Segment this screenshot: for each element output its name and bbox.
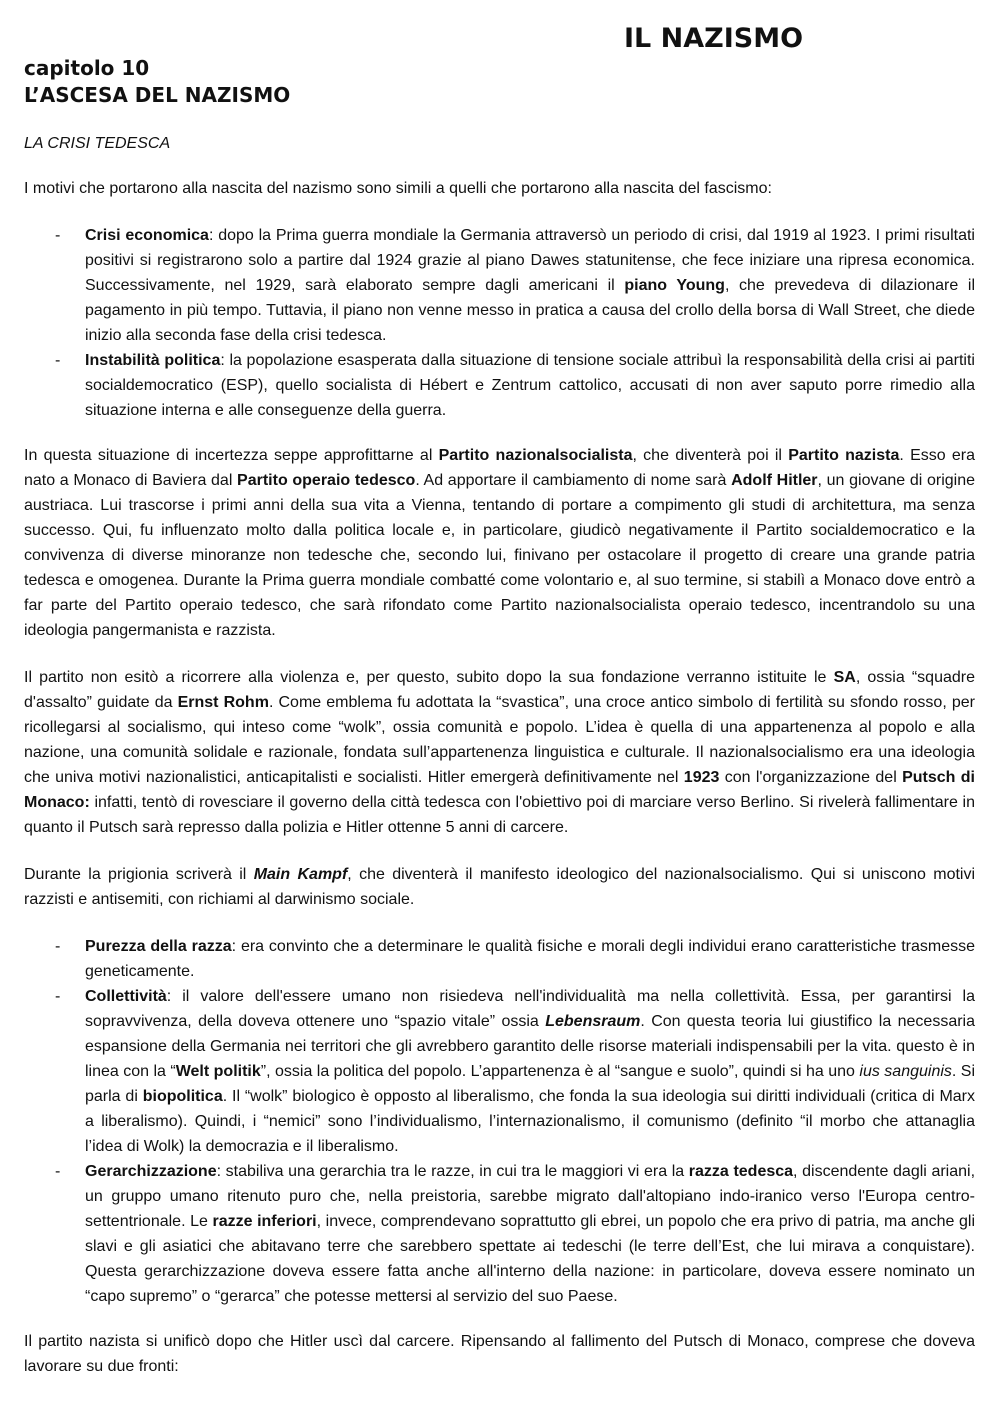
- item-text: : era convinto che a determinare le qualità fisiche e morali degli individui erano caratteristiche trasmesse geneticamente.: [85, 938, 975, 980]
- term-label: Collettività: [85, 988, 167, 1005]
- emphasis: razza tedesca: [688, 1163, 794, 1180]
- causes-list: [24, 223, 975, 423]
- list-item-political-instability: [24, 348, 975, 423]
- term-label: Gerarchizzazione: [85, 1163, 217, 1180]
- emphasis: Partito operaio tedesco: [237, 472, 416, 489]
- section-title: LA CRISI TEDESCA: [24, 135, 171, 152]
- paragraph-nazi-party: In questa situazione di incertezza seppe approfittarne al Partito nazionalsocialista, che diventerà poi il Partito nazista. Esso era nato a Monaco di Baviera dal Partito operaio tedesco. Ad apportare il cambiamento di nome sarà Adolf Hitler, un giovane di origine austriaca. Lui trascorse i primi anni della sua vita a Vienna, tentando di portare a compimento gli studi di architettura, ma senza successo. Qui, fu influenzato molto dalla politica locale e, in particolare, giudicò negativamente il Partito socialdemocratico e la convivenza di diverse minoranze non tedesche che, secondo lui, finivano per ostacolare il progetto di creare una grande patria tedesca e omogenea. Durante la Prima guerra mondiale combatté come volontario e, al suo termine, si stabilì a Monaco dove entrò a far parte del Partito operaio tedesco, che sarà rifondato come Partito nazionalsocialista operaio tedesco, incentrandolo su una ideologia pangermanista e razzista.: [24, 447, 976, 639]
- emphasis: piano Young: [624, 277, 725, 294]
- book-title: Main Kampf: [253, 866, 348, 883]
- term-label: Purezza della razza: [85, 938, 232, 955]
- emphasis: Welt politik: [175, 1063, 261, 1080]
- item-text: , che prevedeva di dilazionare il pagamento in più tempo. Tuttavia, il piano non venne messo in pratica a causa del crollo della borsa di Wall Street, che diede inizio alla seconda fase della crisi tedesca.: [85, 277, 976, 344]
- term-label: Crisi economica: [85, 227, 209, 244]
- intro-paragraph: I motivi che portarono alla nascita del nazismo sono simili a quelli che portarono alla nascita del fascismo:: [24, 180, 772, 197]
- emphasis: 1923: [683, 769, 720, 786]
- list-item-hierarchy: - Gerarchizzazione: stabiliva una gerarchia tra le razze, in cui tra le maggiori vi era la razza tedesca, discendente dagli ariani, un gruppo umano ritenuto puro che, nella preistoria, sarebbe migrato dall'altopiano indo-iranico verso l'Europa centro-settentrionale. Le razze inferiori, invece, comprendevano soprattutto gli ebrei, un popolo che era privo di patria, ma anche gli slavi e gli asiatici che abitavano terre che sarebbero spettate ai tedeschi (le terre dell’Est, che lui mirava a conquistare). Questa gerarchizzazione doveva essere fatta anche all'interno della nazione: in particolare, doveva essere nominato un “capo supremo” o “gerarca” che potesse mettersi al servizio del suo Paese.: [24, 1159, 975, 1309]
- list-item-economic-crisis: [24, 223, 975, 348]
- paragraph-final: Il partito nazista si unificò dopo che Hitler uscì dal carcere. Ripensando al fallimento del Putsch di Monaco, comprese che doveva lavorare su due fronti:: [24, 1333, 975, 1375]
- emphasis: SA: [833, 669, 856, 686]
- emphasis: ius sanguinis: [859, 1063, 952, 1080]
- list-item-race-purity: [24, 934, 975, 984]
- chapter-number: capitolo 10: [24, 56, 150, 80]
- bullet-dash: -: [55, 1163, 61, 1180]
- document-title: IL NAZISMO: [624, 23, 804, 54]
- emphasis: Ernst Rohm: [177, 694, 269, 711]
- emphasis: biopolitica: [142, 1088, 223, 1105]
- chapter-title: L’ASCESA DEL NAZISMO: [24, 83, 291, 107]
- paragraph-prison: Durante la prigionia scriverà il Main Kampf, che diventerà il manifesto ideologico del nazionalsocialismo. Qui si uniscono motivi razzisti e antisemiti, con richiami al darwinismo sociale.: [24, 866, 976, 908]
- item-text: : dopo la Prima guerra mondiale la Germania attraversò un periodo di crisi, dal 1919 al 1923. I primi risultati positivi si registrarono solo a partire dal 1924 grazie al piano Dawes statunitense, che fece iniziare una ripresa economica. Successivamente, nel 1929, sarà elaborato sempre dagli americani il: [85, 227, 975, 294]
- ideology-list: [24, 934, 975, 1309]
- emphasis: Partito nazionalsocialista: [438, 447, 633, 464]
- bullet-dash: -: [55, 227, 61, 244]
- emphasis: Lebensraum: [545, 1013, 641, 1030]
- emphasis: Putsch di Monaco:: [24, 769, 975, 811]
- emphasis: razze inferiori: [212, 1213, 317, 1230]
- bullet-dash: -: [55, 352, 61, 369]
- bullet-dash: -: [55, 938, 61, 955]
- item-text: : la popolazione esasperata dalla situazione di tensione sociale attribuì la responsabilità della crisi ai partiti socialdemocratico (ESP), quello socialista di Hébert e Zentrum cattolico, accusati di non aver saputo porre rimedio alla situazione interna e alle conseguenze della guerra.: [85, 352, 975, 419]
- term-label: Instabilità politica: [85, 352, 221, 369]
- emphasis: Partito nazista: [788, 447, 900, 464]
- bullet-dash: -: [55, 988, 61, 1005]
- paragraph-violence: Il partito non esitò a ricorrere alla violenza e, per questo, subito dopo la sua fondazione verranno istituite le SA, ossia “squadre d'assalto” guidate da Ernst Rohm. Come emblema fu adottata la “svastica”, una croce antico simbolo di fertilità su sfondo rosso, per ricollegarsi al socialismo, qui inteso come “wolk”, ossia comunità e popolo. L’idea è quella di una appartenenza al popolo e alla nazione, una comunità solidale e razionale, fondata sull’appartenenza linguistica e culturale. Il nazionalsocialismo era una ideologia che univa motivi nazionalistici, anticapitalisti e socialisti. Hitler emergerà definitivamente nel 1923 con l'organizzazione del Putsch di Monaco: infatti, tentò di rovesciare il governo della città tedesca con l'obiettivo poi di marciare verso Berlino. Si rivelerà fallimentare in quanto il Putsch sarà represso dalla polizia e Hitler ottenne 5 anni di carcere.: [24, 669, 976, 836]
- emphasis: Adolf Hitler: [731, 472, 818, 489]
- list-item-collectivity: - Collettività: il valore dell'essere umano non risiedeva nell'individualità ma nella collettività. Essa, per garantirsi la sopravvivenza, della doveva ottenere uno “spazio vitale” ossia Lebensraum. Con questa teoria lui giustifico la necessaria espansione della Germania nei territori che gli avrebbero garantito delle risorse materiali indispensabili per la vita. questo è in linea con la “Welt politik”, ossia la politica del popolo. L’appartenenza è al “sangue e suolo”, quindi si ha uno ius sanguinis. Si parla di biopolitica. Il “wolk” biologico è opposto al liberalismo, che fonda la sua ideologia sui diritti individuali (critica di Marx a liberalismo). Quindi, i “nemici” sono l’individualismo, l’internazionalismo, il comunismo (definito “il morbo che attanaglia l’idea di Wolk) la democrazia e il liberalismo.: [24, 984, 975, 1159]
- document-body: [24, 131, 975, 1379]
